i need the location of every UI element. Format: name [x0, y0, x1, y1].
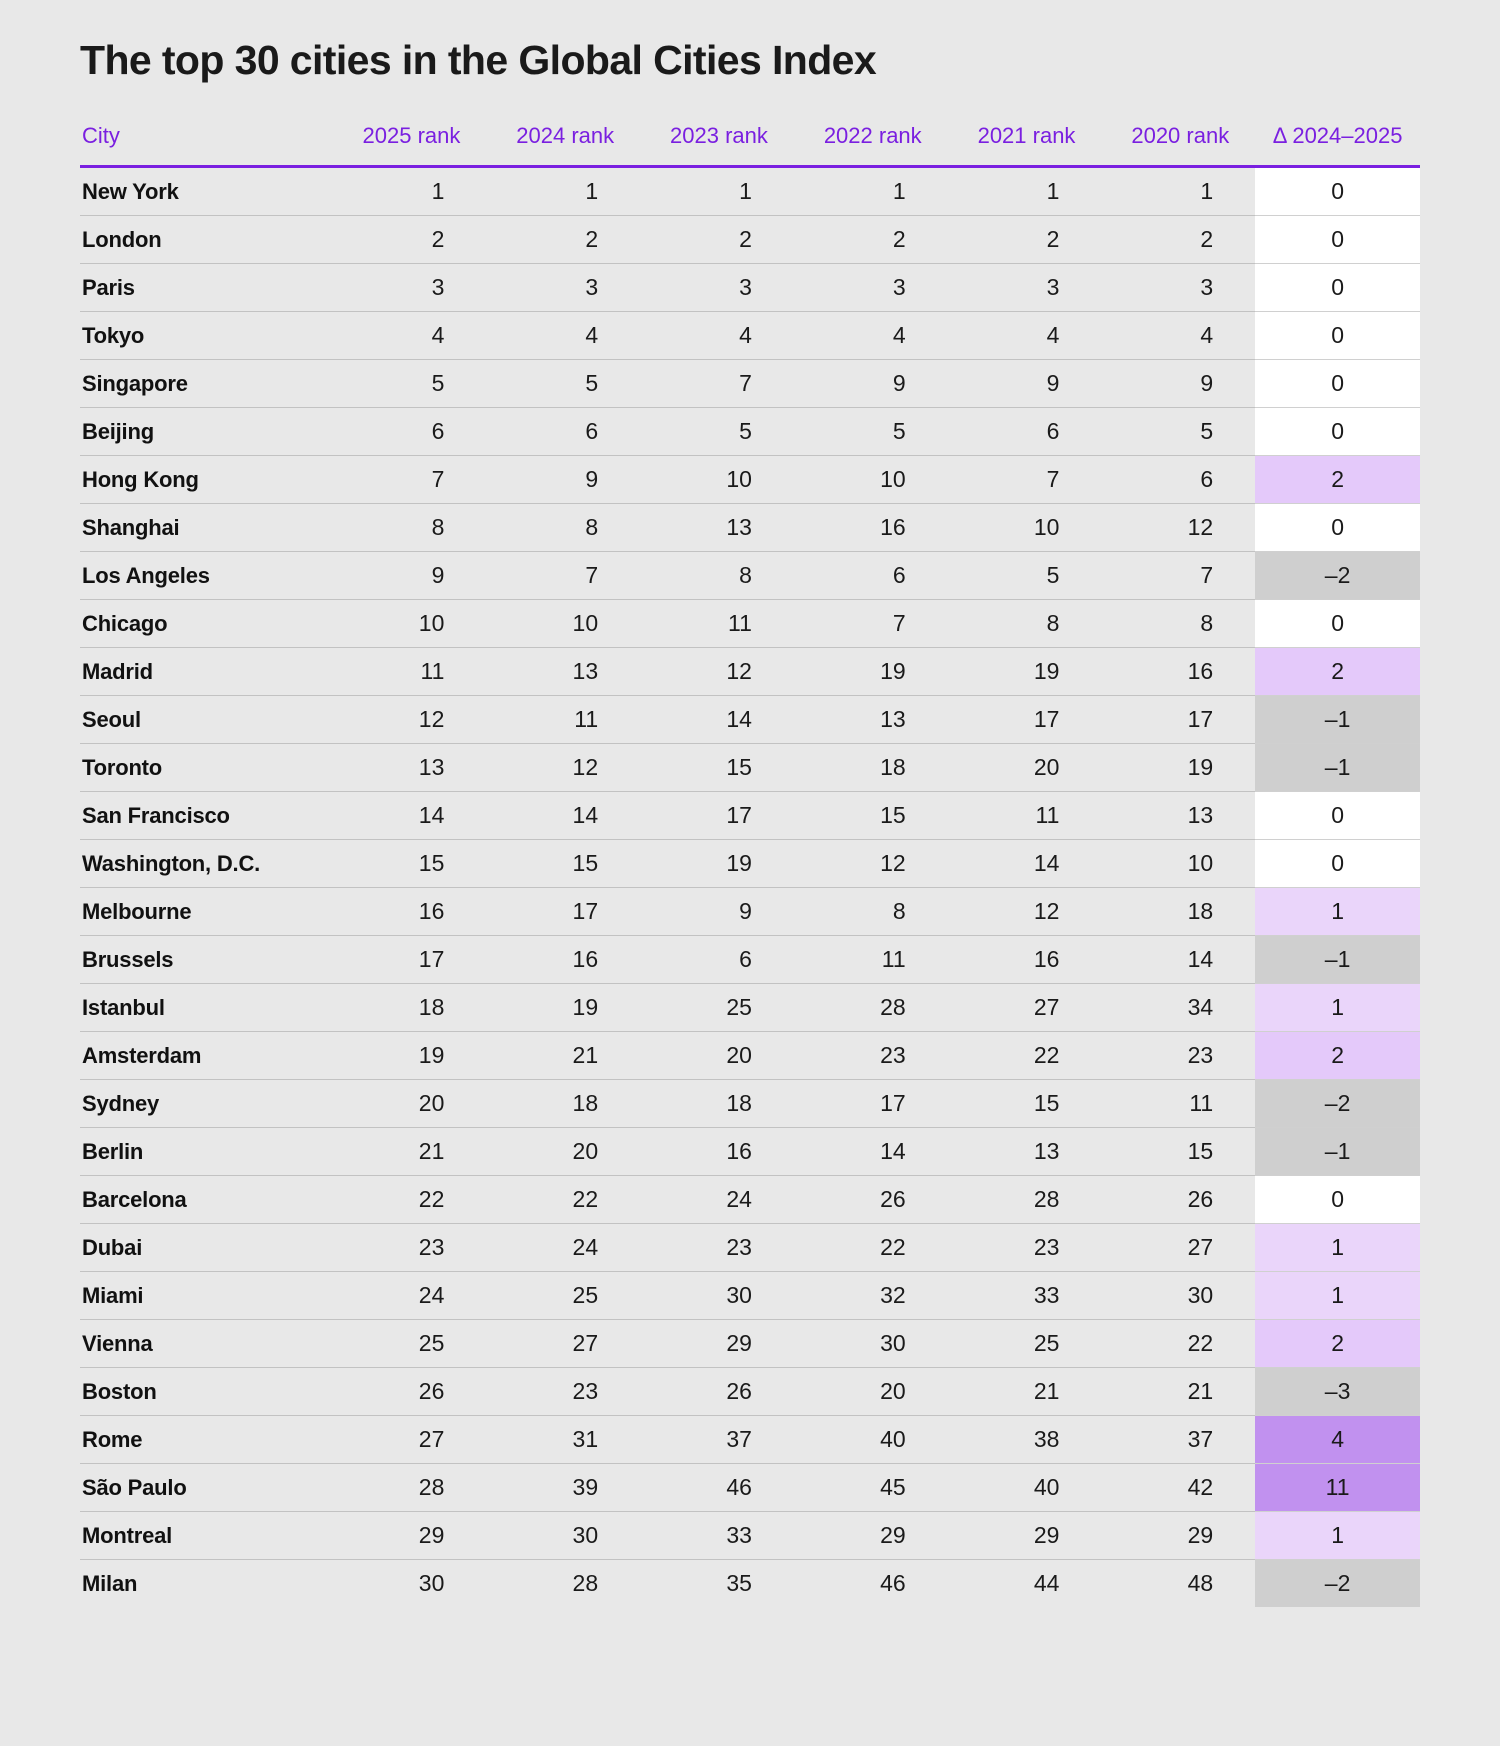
cell-rank-2022: 45 [794, 1464, 948, 1512]
cell-rank-2024: 8 [486, 504, 640, 552]
cell-rank-2022: 7 [794, 600, 948, 648]
cell-rank-2025: 4 [333, 312, 487, 360]
cell-rank-2025: 23 [333, 1224, 487, 1272]
cell-rank-2024: 13 [486, 648, 640, 696]
cell-rank-2025: 12 [333, 696, 487, 744]
cell-rank-2023: 5 [640, 408, 794, 456]
cell-rank-2021: 2 [948, 216, 1102, 264]
cell-rank-2023: 46 [640, 1464, 794, 1512]
cell-delta: 0 [1255, 312, 1420, 360]
cell-delta: 0 [1255, 1176, 1420, 1224]
cell-rank-2023: 19 [640, 840, 794, 888]
table-row [80, 552, 1420, 600]
cell-rank-2024: 18 [486, 1080, 640, 1128]
cell-rank-2024: 30 [486, 1512, 640, 1560]
cell-rank-2025: 2 [333, 216, 487, 264]
cell-rank-2022: 6 [794, 552, 948, 600]
cell-delta: 1 [1255, 984, 1420, 1032]
cell-rank-2021: 5 [948, 552, 1102, 600]
cell-rank-2025: 11 [333, 648, 487, 696]
cell-rank-2022: 17 [794, 1080, 948, 1128]
cell-rank-2023: 29 [640, 1320, 794, 1368]
cell-delta: 2 [1255, 456, 1420, 504]
cell-rank-2020: 7 [1101, 552, 1255, 600]
cell-rank-2024: 15 [486, 840, 640, 888]
table-row [80, 1320, 1420, 1368]
cell-rank-2020: 6 [1101, 456, 1255, 504]
cell-rank-2022: 32 [794, 1272, 948, 1320]
table-row [80, 984, 1420, 1032]
cell-delta: 0 [1255, 600, 1420, 648]
cell-rank-2025: 30 [333, 1560, 487, 1608]
cell-rank-2024: 5 [486, 360, 640, 408]
column-header-rank-2024[interactable]: 2024 rank [486, 123, 640, 167]
cell-rank-2025: 20 [333, 1080, 487, 1128]
table-row [80, 167, 1420, 216]
cell-delta: 0 [1255, 264, 1420, 312]
cell-rank-2022: 4 [794, 312, 948, 360]
cell-rank-2021: 1 [948, 167, 1102, 216]
cell-rank-2021: 20 [948, 744, 1102, 792]
cell-rank-2024: 24 [486, 1224, 640, 1272]
cell-rank-2023: 2 [640, 216, 794, 264]
cell-city: Madrid [80, 648, 333, 696]
cell-city: Chicago [80, 600, 333, 648]
column-header-rank-2022[interactable]: 2022 rank [794, 123, 948, 167]
table-row [80, 504, 1420, 552]
cell-city: Istanbul [80, 984, 333, 1032]
cell-rank-2020: 29 [1101, 1512, 1255, 1560]
column-header-delta[interactable]: Δ 2024–2025 [1255, 123, 1420, 167]
cell-rank-2023: 13 [640, 504, 794, 552]
cell-rank-2024: 21 [486, 1032, 640, 1080]
cell-delta: 0 [1255, 167, 1420, 216]
cell-rank-2023: 23 [640, 1224, 794, 1272]
cell-rank-2023: 1 [640, 167, 794, 216]
cell-rank-2023: 3 [640, 264, 794, 312]
cell-rank-2021: 17 [948, 696, 1102, 744]
cell-delta: 1 [1255, 1512, 1420, 1560]
cell-rank-2022: 11 [794, 936, 948, 984]
table-row [80, 360, 1420, 408]
table-row [80, 216, 1420, 264]
cell-rank-2021: 38 [948, 1416, 1102, 1464]
cell-delta: –1 [1255, 744, 1420, 792]
cell-delta: 0 [1255, 504, 1420, 552]
cell-rank-2022: 14 [794, 1128, 948, 1176]
cell-delta: –1 [1255, 696, 1420, 744]
cell-rank-2023: 17 [640, 792, 794, 840]
cell-rank-2025: 5 [333, 360, 487, 408]
cell-city: Milan [80, 1560, 333, 1608]
cell-rank-2020: 17 [1101, 696, 1255, 744]
cell-rank-2020: 9 [1101, 360, 1255, 408]
cell-rank-2025: 10 [333, 600, 487, 648]
cell-rank-2021: 33 [948, 1272, 1102, 1320]
cell-rank-2020: 1 [1101, 167, 1255, 216]
cell-rank-2021: 12 [948, 888, 1102, 936]
cell-rank-2022: 1 [794, 167, 948, 216]
cell-rank-2022: 2 [794, 216, 948, 264]
cell-delta: 4 [1255, 1416, 1420, 1464]
cell-rank-2025: 17 [333, 936, 487, 984]
cell-city: Hong Kong [80, 456, 333, 504]
cell-rank-2024: 31 [486, 1416, 640, 1464]
cell-city: Dubai [80, 1224, 333, 1272]
cell-rank-2020: 22 [1101, 1320, 1255, 1368]
table-row [80, 888, 1420, 936]
cell-rank-2020: 8 [1101, 600, 1255, 648]
cell-rank-2023: 35 [640, 1560, 794, 1608]
cell-delta: –2 [1255, 552, 1420, 600]
cell-rank-2020: 30 [1101, 1272, 1255, 1320]
table-row [80, 648, 1420, 696]
cell-city: Tokyo [80, 312, 333, 360]
cell-city: Rome [80, 1416, 333, 1464]
table-row [80, 1176, 1420, 1224]
cell-city: Beijing [80, 408, 333, 456]
table-row [80, 1080, 1420, 1128]
cell-rank-2020: 2 [1101, 216, 1255, 264]
table-header [80, 123, 1420, 167]
cell-rank-2023: 11 [640, 600, 794, 648]
cell-rank-2024: 9 [486, 456, 640, 504]
cell-delta: 0 [1255, 216, 1420, 264]
cell-rank-2020: 37 [1101, 1416, 1255, 1464]
cell-rank-2024: 2 [486, 216, 640, 264]
cell-rank-2024: 7 [486, 552, 640, 600]
cell-rank-2020: 13 [1101, 792, 1255, 840]
cell-rank-2020: 11 [1101, 1080, 1255, 1128]
cell-rank-2023: 4 [640, 312, 794, 360]
cell-rank-2022: 40 [794, 1416, 948, 1464]
cell-rank-2021: 15 [948, 1080, 1102, 1128]
cell-rank-2021: 44 [948, 1560, 1102, 1608]
cell-rank-2025: 16 [333, 888, 487, 936]
cell-rank-2023: 14 [640, 696, 794, 744]
table-row [80, 1128, 1420, 1176]
cell-city: Los Angeles [80, 552, 333, 600]
cell-rank-2023: 9 [640, 888, 794, 936]
cell-rank-2024: 17 [486, 888, 640, 936]
cell-rank-2020: 16 [1101, 648, 1255, 696]
table-row [80, 1416, 1420, 1464]
cell-rank-2021: 8 [948, 600, 1102, 648]
cell-rank-2020: 14 [1101, 936, 1255, 984]
cell-rank-2023: 10 [640, 456, 794, 504]
cell-rank-2021: 29 [948, 1512, 1102, 1560]
cell-city: Miami [80, 1272, 333, 1320]
cell-rank-2020: 18 [1101, 888, 1255, 936]
table-row [80, 840, 1420, 888]
cell-city: Brussels [80, 936, 333, 984]
cell-rank-2020: 21 [1101, 1368, 1255, 1416]
cell-rank-2024: 39 [486, 1464, 640, 1512]
cell-rank-2022: 5 [794, 408, 948, 456]
cell-city: New York [80, 167, 333, 216]
cell-rank-2021: 9 [948, 360, 1102, 408]
column-header-rank-2020[interactable]: 2020 rank [1101, 123, 1255, 167]
cell-rank-2024: 3 [486, 264, 640, 312]
cell-rank-2022: 46 [794, 1560, 948, 1608]
cell-rank-2021: 7 [948, 456, 1102, 504]
cell-rank-2020: 48 [1101, 1560, 1255, 1608]
cell-rank-2021: 16 [948, 936, 1102, 984]
cell-rank-2024: 28 [486, 1560, 640, 1608]
cell-rank-2024: 1 [486, 167, 640, 216]
cell-rank-2024: 6 [486, 408, 640, 456]
cell-rank-2021: 14 [948, 840, 1102, 888]
cell-city: Washington, D.C. [80, 840, 333, 888]
cell-rank-2023: 26 [640, 1368, 794, 1416]
table-row [80, 1464, 1420, 1512]
table-row [80, 264, 1420, 312]
page-title: The top 30 cities in the Global Cities Index [80, 37, 877, 83]
cell-rank-2025: 25 [333, 1320, 487, 1368]
cell-rank-2022: 15 [794, 792, 948, 840]
cell-rank-2020: 34 [1101, 984, 1255, 1032]
cell-rank-2021: 21 [948, 1368, 1102, 1416]
cell-city: Melbourne [80, 888, 333, 936]
cell-city: São Paulo [80, 1464, 333, 1512]
cell-delta: 2 [1255, 648, 1420, 696]
cell-delta: 2 [1255, 1032, 1420, 1080]
cell-rank-2024: 12 [486, 744, 640, 792]
column-header-rank-2023[interactable]: 2023 rank [640, 123, 794, 167]
cell-delta: 2 [1255, 1320, 1420, 1368]
cell-rank-2021: 6 [948, 408, 1102, 456]
cell-rank-2023: 33 [640, 1512, 794, 1560]
cell-rank-2023: 25 [640, 984, 794, 1032]
table-row [80, 1560, 1420, 1608]
cell-rank-2025: 9 [333, 552, 487, 600]
cell-rank-2021: 19 [948, 648, 1102, 696]
cell-city: Toronto [80, 744, 333, 792]
table-row [80, 456, 1420, 504]
cell-rank-2020: 26 [1101, 1176, 1255, 1224]
cell-rank-2025: 29 [333, 1512, 487, 1560]
cell-rank-2025: 19 [333, 1032, 487, 1080]
cell-rank-2022: 22 [794, 1224, 948, 1272]
cell-rank-2024: 22 [486, 1176, 640, 1224]
cell-delta: 1 [1255, 1272, 1420, 1320]
cell-rank-2023: 30 [640, 1272, 794, 1320]
cell-rank-2025: 15 [333, 840, 487, 888]
cell-city: San Francisco [80, 792, 333, 840]
table-row [80, 792, 1420, 840]
cell-delta: 0 [1255, 408, 1420, 456]
cell-rank-2020: 12 [1101, 504, 1255, 552]
cell-rank-2024: 20 [486, 1128, 640, 1176]
table-row [80, 408, 1420, 456]
cell-city: Berlin [80, 1128, 333, 1176]
cell-delta: 1 [1255, 1224, 1420, 1272]
column-header-city[interactable]: City [80, 123, 333, 167]
cell-rank-2022: 18 [794, 744, 948, 792]
cell-delta: 11 [1255, 1464, 1420, 1512]
column-header-rank-2021[interactable]: 2021 rank [948, 123, 1102, 167]
cell-rank-2022: 30 [794, 1320, 948, 1368]
cell-city: Boston [80, 1368, 333, 1416]
cell-rank-2022: 28 [794, 984, 948, 1032]
cell-rank-2023: 18 [640, 1080, 794, 1128]
cell-rank-2025: 22 [333, 1176, 487, 1224]
table-body [80, 167, 1420, 1608]
column-header-rank-2025[interactable]: 2025 rank [333, 123, 487, 167]
cell-rank-2020: 4 [1101, 312, 1255, 360]
cell-rank-2023: 20 [640, 1032, 794, 1080]
cell-rank-2020: 19 [1101, 744, 1255, 792]
cell-rank-2021: 40 [948, 1464, 1102, 1512]
cell-rank-2025: 6 [333, 408, 487, 456]
cell-rank-2025: 13 [333, 744, 487, 792]
cell-rank-2020: 42 [1101, 1464, 1255, 1512]
cell-rank-2023: 6 [640, 936, 794, 984]
cell-rank-2021: 25 [948, 1320, 1102, 1368]
cell-rank-2025: 8 [333, 504, 487, 552]
cell-delta: 0 [1255, 792, 1420, 840]
cell-rank-2025: 7 [333, 456, 487, 504]
cell-rank-2021: 11 [948, 792, 1102, 840]
cell-rank-2024: 4 [486, 312, 640, 360]
cell-rank-2022: 29 [794, 1512, 948, 1560]
cell-delta: –2 [1255, 1560, 1420, 1608]
cell-rank-2021: 4 [948, 312, 1102, 360]
cell-city: Amsterdam [80, 1032, 333, 1080]
cell-rank-2022: 8 [794, 888, 948, 936]
cell-rank-2025: 1 [333, 167, 487, 216]
cell-rank-2022: 13 [794, 696, 948, 744]
cell-city: Montreal [80, 1512, 333, 1560]
cell-rank-2022: 20 [794, 1368, 948, 1416]
cell-rank-2020: 10 [1101, 840, 1255, 888]
cell-rank-2022: 26 [794, 1176, 948, 1224]
cell-rank-2021: 27 [948, 984, 1102, 1032]
cell-rank-2023: 15 [640, 744, 794, 792]
cell-city: Shanghai [80, 504, 333, 552]
cell-rank-2023: 8 [640, 552, 794, 600]
cell-rank-2023: 16 [640, 1128, 794, 1176]
cell-rank-2022: 3 [794, 264, 948, 312]
cell-rank-2020: 23 [1101, 1032, 1255, 1080]
cell-rank-2024: 16 [486, 936, 640, 984]
cell-rank-2021: 28 [948, 1176, 1102, 1224]
cell-city: Barcelona [80, 1176, 333, 1224]
cell-rank-2025: 27 [333, 1416, 487, 1464]
table-row [80, 600, 1420, 648]
cell-city: Paris [80, 264, 333, 312]
table-header-row [80, 123, 1420, 167]
cell-delta: –2 [1255, 1080, 1420, 1128]
cell-rank-2021: 3 [948, 264, 1102, 312]
cell-rank-2022: 12 [794, 840, 948, 888]
cell-rank-2021: 22 [948, 1032, 1102, 1080]
cell-delta: –1 [1255, 1128, 1420, 1176]
cell-rank-2020: 27 [1101, 1224, 1255, 1272]
global-cities-index-table [80, 123, 1420, 1607]
cell-rank-2020: 5 [1101, 408, 1255, 456]
cell-rank-2021: 13 [948, 1128, 1102, 1176]
table-row [80, 696, 1420, 744]
table-row [80, 936, 1420, 984]
cell-delta: 0 [1255, 840, 1420, 888]
cell-rank-2025: 14 [333, 792, 487, 840]
cell-rank-2024: 27 [486, 1320, 640, 1368]
cell-delta: –3 [1255, 1368, 1420, 1416]
cell-rank-2022: 10 [794, 456, 948, 504]
cell-city: Sydney [80, 1080, 333, 1128]
table-row [80, 1368, 1420, 1416]
cell-rank-2024: 19 [486, 984, 640, 1032]
cell-rank-2024: 23 [486, 1368, 640, 1416]
table-row [80, 1032, 1420, 1080]
cell-rank-2022: 16 [794, 504, 948, 552]
table-row [80, 1512, 1420, 1560]
cell-city: Seoul [80, 696, 333, 744]
cell-rank-2025: 21 [333, 1128, 487, 1176]
cell-rank-2024: 14 [486, 792, 640, 840]
table-row [80, 312, 1420, 360]
cell-city: London [80, 216, 333, 264]
cell-rank-2020: 15 [1101, 1128, 1255, 1176]
cell-rank-2021: 10 [948, 504, 1102, 552]
cell-rank-2024: 25 [486, 1272, 640, 1320]
cell-rank-2022: 23 [794, 1032, 948, 1080]
cell-rank-2025: 24 [333, 1272, 487, 1320]
cell-rank-2020: 3 [1101, 264, 1255, 312]
cell-city: Vienna [80, 1320, 333, 1368]
table-row [80, 1224, 1420, 1272]
cell-delta: 1 [1255, 888, 1420, 936]
cell-rank-2023: 7 [640, 360, 794, 408]
cell-rank-2024: 10 [486, 600, 640, 648]
cell-rank-2023: 24 [640, 1176, 794, 1224]
cell-delta: –1 [1255, 936, 1420, 984]
cell-rank-2024: 11 [486, 696, 640, 744]
cell-rank-2021: 23 [948, 1224, 1102, 1272]
cell-rank-2025: 18 [333, 984, 487, 1032]
cell-rank-2025: 3 [333, 264, 487, 312]
cell-rank-2022: 9 [794, 360, 948, 408]
table-row [80, 744, 1420, 792]
cell-delta: 0 [1255, 360, 1420, 408]
cell-city: Singapore [80, 360, 333, 408]
table-row [80, 1272, 1420, 1320]
cell-rank-2023: 12 [640, 648, 794, 696]
cell-rank-2023: 37 [640, 1416, 794, 1464]
cell-rank-2025: 28 [333, 1464, 487, 1512]
cell-rank-2022: 19 [794, 648, 948, 696]
cell-rank-2025: 26 [333, 1368, 487, 1416]
